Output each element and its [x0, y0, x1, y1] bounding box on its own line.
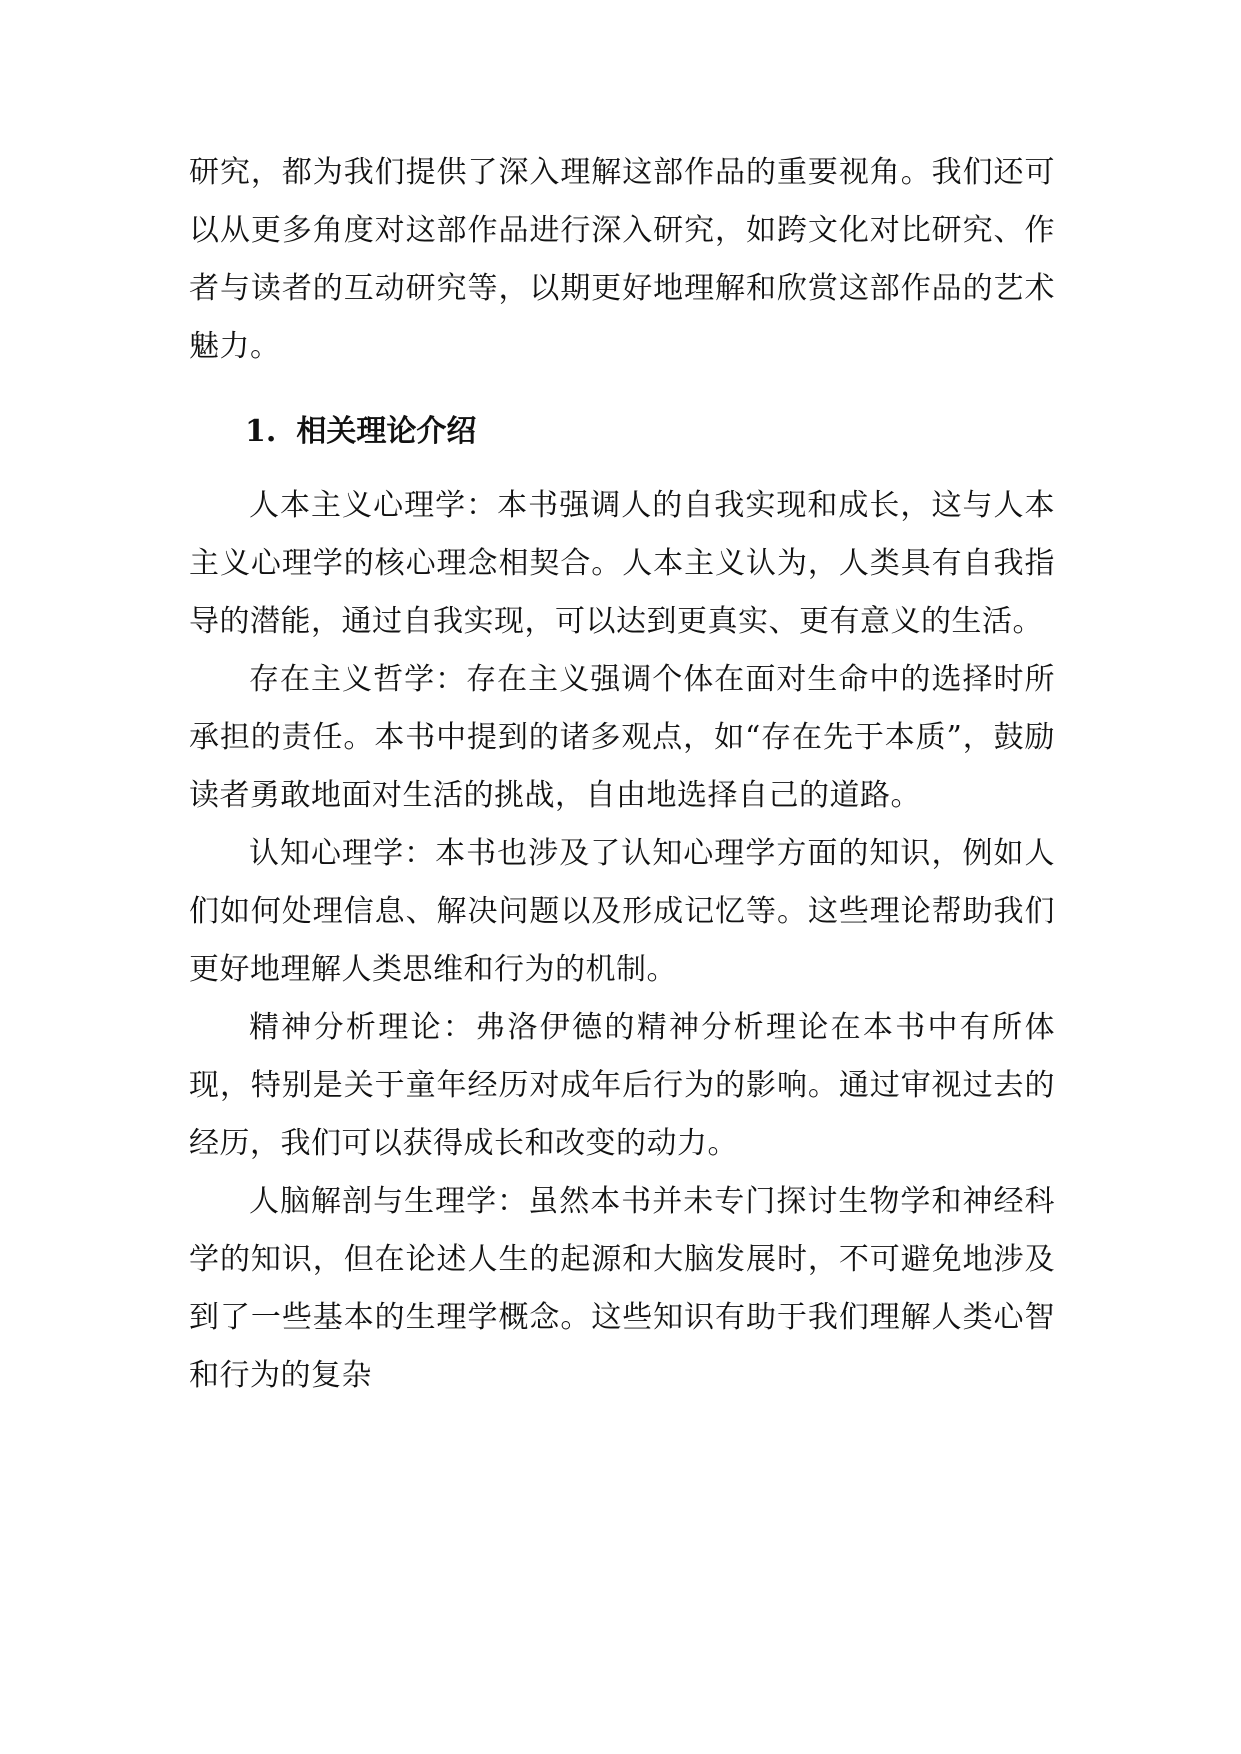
paragraph-humanistic-psychology: 人本主义心理学：本书强调人的自我实现和成长，这与人本主义心理学的核心理念相契合。人本主义认为，人类具有自我指导的潜能，通过自我实现，可以达到更真实、更有意义的生活。 [189, 488, 1055, 639]
body-block [189, 477, 1055, 1405]
intro-paragraph: 研究，都为我们提供了深入理解这部作品的重要视角。我们还可以从更多角度对这部作品进行深入研究，如跨文化对比研究、作者与读者的互动研究等，以期更好地理解和欣赏这部作品的艺术魅力。 [189, 155, 1055, 364]
paragraph-psychoanalysis: 精神分析理论：弗洛伊德的精神分析理论在本书中有所体现，特别是关于童年经历对成年后行为的影响。通过审视过去的经历，我们可以获得成长和改变的动力。 [189, 1010, 1055, 1161]
paragraph-cognitive-psychology: 认知心理学：本书也涉及了认知心理学方面的知识，例如人们如何处理信息、解决问题以及形成记忆等。这些理论帮助我们更好地理解人类思维和行为的机制。 [189, 836, 1055, 987]
section-number: 1. [245, 414, 277, 449]
intro-block [189, 144, 1055, 376]
paragraph-neuroanatomy: 人脑解剖与生理学：虽然本书并未专门探讨生物学和神经科学的知识，但在论述人生的起源和大脑发展时，不可避免地涉及到了一些基本的生理学概念。这些知识有助于我们理解人类心智和行为的复杂 [189, 1184, 1055, 1393]
section-heading [245, 403, 476, 461]
section-title: 相关理论介绍 [296, 414, 477, 449]
paragraph-existentialism: 存在主义哲学：存在主义强调个体在面对生命中的选择时所承担的责任。本书中提到的诸多观点，如“存在先于本质”，鼓励读者勇敢地面对生活的挑战，自由地选择自己的道路。 [189, 662, 1055, 813]
